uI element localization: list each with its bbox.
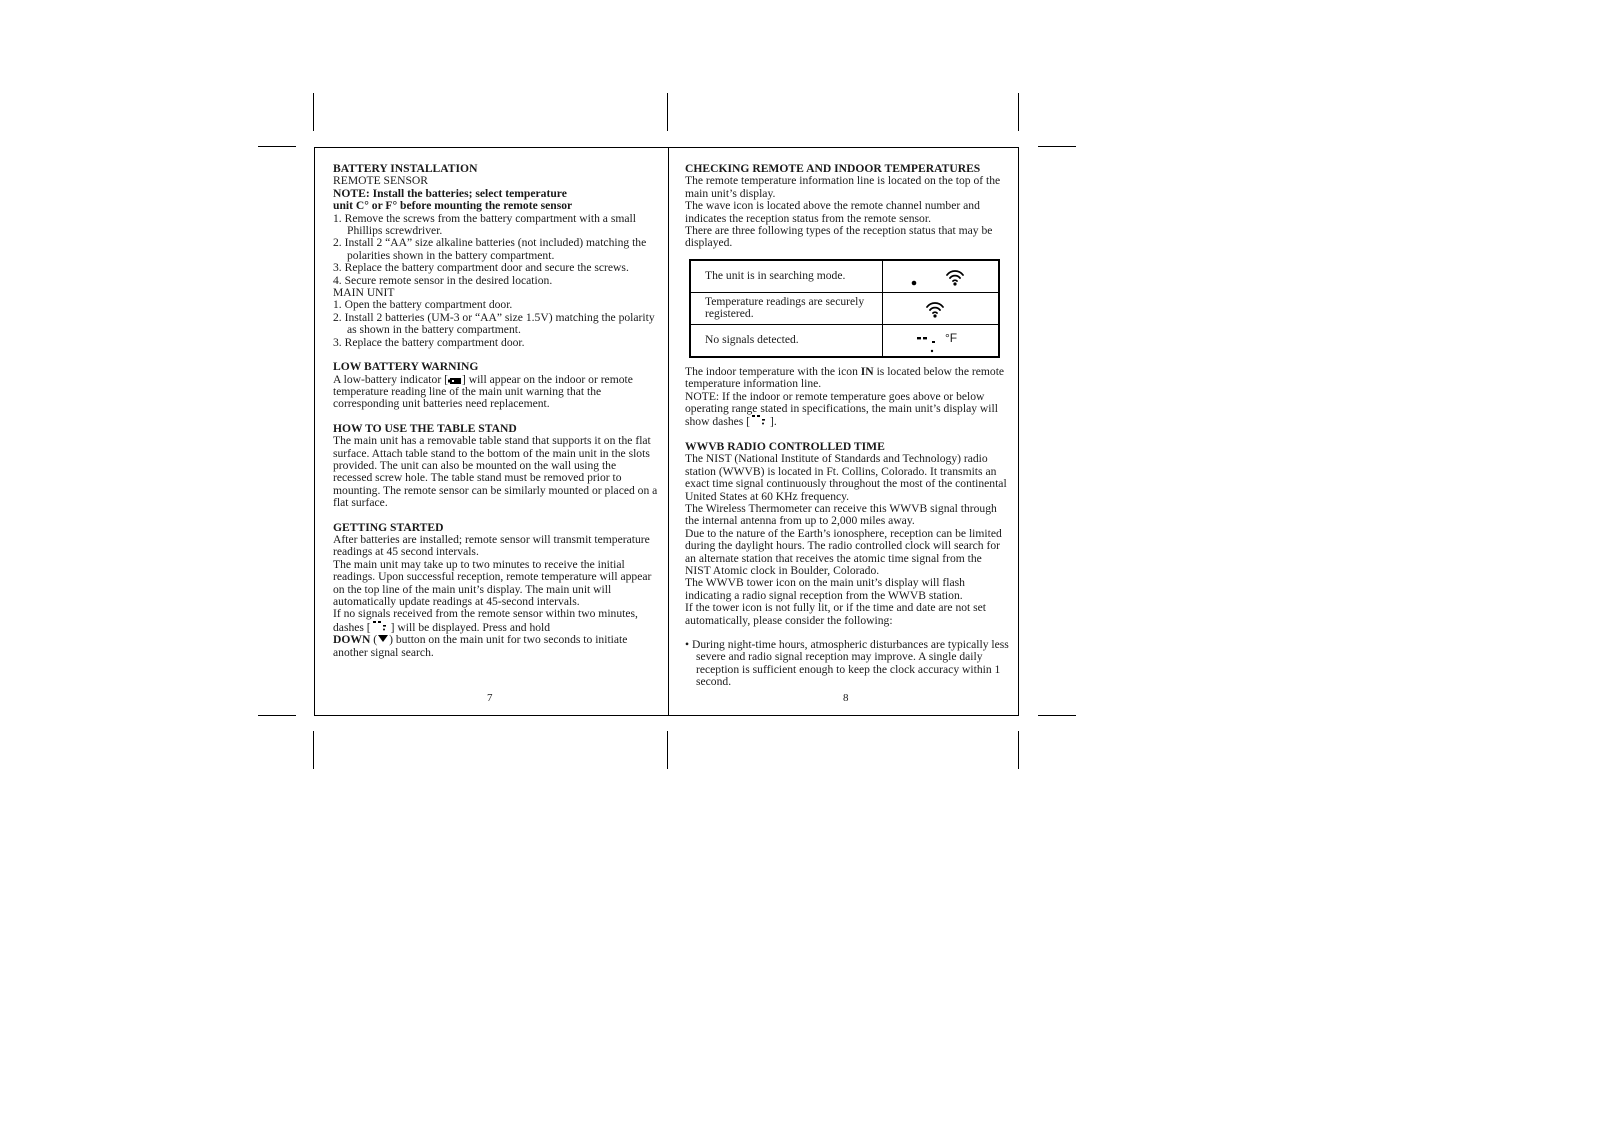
crop-mark: [1038, 146, 1076, 147]
table-row: [690, 292, 999, 324]
text-span: is located below the remote temperature information line.: [685, 364, 1005, 391]
dashes-fahrenheit-icon: [883, 325, 998, 356]
page-number: 7: [487, 692, 493, 704]
list-item: 2. Install 2 batteries (UM-3 or “AA” size 1.5V) matching the polarity as shown in the battery compartment.: [333, 310, 655, 337]
text-span: (: [370, 633, 378, 647]
note-text: [685, 391, 1010, 429]
crop-mark: [313, 93, 314, 131]
dashes-icon: [371, 621, 391, 631]
note-line: unit C° or F° before mounting the remote sensor: [333, 199, 573, 213]
left-page: [333, 163, 658, 659]
in-icon-label: IN: [860, 364, 874, 378]
wwvb-text: If the tower icon is not fully lit, or if the time and date are not set automatically, please consider the following:: [685, 601, 987, 627]
wwvb-text: The WWVB tower icon on the main unit’s display will flash indicating a radio signal reception from the WWVB station.: [685, 576, 965, 602]
wave-icon: [883, 293, 998, 324]
table-row: [690, 260, 999, 293]
indoor-text: [685, 366, 1010, 391]
crop-mark: [258, 715, 296, 716]
status-label: The unit is in searching mode.: [690, 260, 883, 293]
crop-mark: [258, 146, 296, 147]
text-span: ].: [770, 415, 777, 429]
note-line: NOTE: Install the batteries; select temperature: [333, 186, 567, 200]
wave-dot-icon: [883, 261, 998, 292]
status-label: No signals detected.: [690, 324, 883, 357]
checking-heading: CHECKING REMOTE AND INDOOR TEMPERATURES: [685, 162, 981, 175]
checking-text: There are three following types of the reception status that may be displayed.: [685, 224, 993, 250]
wwvb-text: The NIST (National Institute of Standards and Technology) radio station (WWVB) is located in Ft. Collins, Colorado. It transmits an exact time signal continuously throughout the most of the continental United States at 60 KHz frequency.: [685, 452, 1007, 503]
crop-mark: [1038, 715, 1076, 716]
list-item: • During night-time hours, atmospheric disturbances are typically less severe and radio signal reception may improve. A single daily reception is sufficient enough to keep the clock accuracy within 1 second.: [685, 637, 1009, 689]
right-page: [685, 163, 1010, 689]
main-unit-subheading: MAIN UNIT: [333, 286, 395, 300]
table-row: [690, 324, 999, 357]
down-button-label: DOWN: [333, 633, 371, 647]
page-number: 8: [843, 692, 849, 704]
battery-installation-heading: BATTERY INSTALLATION: [333, 162, 478, 175]
crop-mark: [1018, 731, 1019, 769]
page-divider: [668, 147, 669, 716]
text-span: NOTE: If the indoor or remote temperature goes above or below operating range stated in specifications, the main unit’s display will show dashes [: [685, 389, 998, 429]
crop-mark: [1018, 93, 1019, 131]
list-item: 3. Replace the battery compartment door.: [333, 335, 525, 349]
crop-mark: [313, 731, 314, 769]
getting-started-text: [333, 608, 658, 659]
remote-sensor-subheading: REMOTE SENSOR: [333, 174, 429, 188]
text-span: ) button on the main unit for two seconds to initiate another signal search.: [333, 633, 628, 659]
getting-started-heading: GETTING STARTED: [333, 520, 444, 534]
list-item: 2. Install 2 “AA” size alkaline batteries (not included) matching the polarities shown in the battery compartment.: [333, 236, 647, 262]
dashes-icon: [750, 415, 770, 425]
text-span: ] will be displayed. Press and hold: [390, 620, 551, 634]
text-span: The indoor temperature with the icon: [685, 364, 861, 378]
table-stand-text: The main unit has a removable table stand that supports it on the flat surface. Attach table stand to the bottom of the main unit in the slots provided. The unit can also be mounted on the wall using the recessed screw hole. The table stand must be removed prior to mounting. The remote sensor can be similarly mounted or placed on a flat surface.: [333, 434, 658, 510]
low-battery-icon: [448, 376, 462, 384]
checking-text: The remote temperature information line is located on the top of the main unit’s display.: [685, 174, 1001, 200]
getting-started-text: The main unit may take up to two minutes to receive the initial readings. Upon successful reception, remote temperature will appear on the top line of the main unit’s display. The main unit will automatically update readings at 45-second intervals.: [333, 557, 652, 608]
checking-text: The wave icon is located above the remote channel number and indicates the reception status from the remote sensor.: [685, 199, 980, 225]
text-span: If no signals received from the remote sensor within two minutes, dashes [: [333, 607, 638, 634]
low-battery-heading: LOW BATTERY WARNING: [333, 360, 479, 374]
reception-status-table: [689, 259, 1000, 358]
text-span: A low-battery indicator [: [333, 372, 448, 386]
crop-mark: [667, 93, 668, 131]
wwvb-text: The Wireless Thermometer can receive this WWVB signal through the internal antenna from up to 2,000 miles away.: [685, 501, 997, 528]
low-battery-text: [333, 374, 658, 411]
wwvb-heading: WWVB RADIO CONTROLLED TIME: [685, 439, 885, 453]
wwvb-text: Due to the nature of the Earth’s ionosphere, reception can be limited during the daylight hours. The radio controlled clock will search for an alternate station that receives the atomic time signal from the NIST Atomic clock in Boulder, Colorado.: [685, 526, 1002, 577]
list-item: 3. Replace the battery compartment door and secure the screws.: [333, 261, 629, 275]
text-span: ] will appear on the indoor or remote temperature reading line of the main unit warning that the corresponding unit batteries need replacement.: [333, 372, 633, 411]
list-item: 4. Secure remote sensor in the desired location.: [333, 273, 553, 287]
getting-started-text: After batteries are installed; remote sensor will transmit temperature readings at 45 second intervals.: [333, 532, 650, 559]
table-stand-heading: HOW TO USE THE TABLE STAND: [333, 421, 517, 435]
status-label: Temperature readings are securely registered.: [690, 292, 883, 324]
list-item: 1. Open the battery compartment door.: [333, 298, 513, 312]
crop-mark: [667, 731, 668, 769]
list-item: 1. Remove the screws from the battery compartment with a small Phillips screwdriver.: [333, 211, 636, 238]
fahrenheit-unit: °F: [945, 330, 958, 345]
